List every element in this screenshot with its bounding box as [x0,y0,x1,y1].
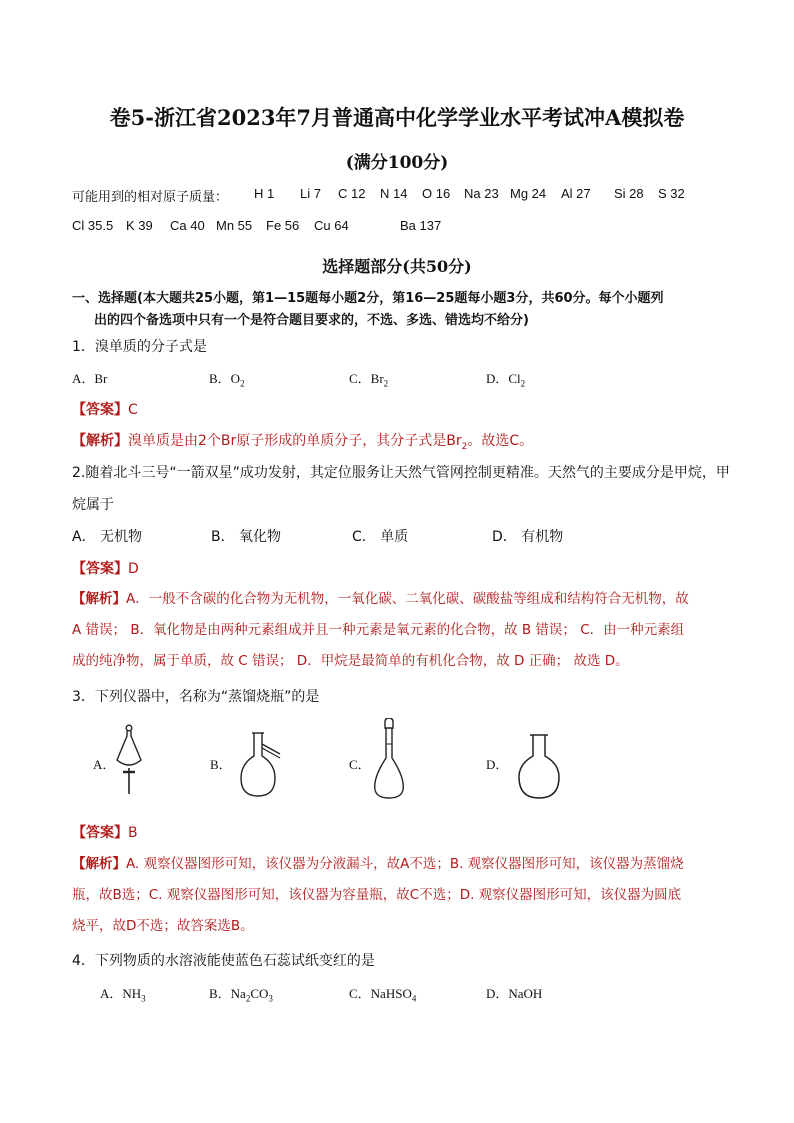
q2-option-b: B． 氧化物 [211,529,282,545]
q1-answer: 【答案】C [72,402,138,418]
volumetric-flask-icon [371,718,407,802]
mass-item: Mg 24 [510,186,547,201]
q1-option-a: A．Br [72,371,108,386]
q3-explanation-line-2: 瓶，故B选；C. 观察仪器图形可知，该仪器为容量瓶，故C不选；D. 观察仪器图形可知，该仪器为圆底 [72,887,682,903]
round-bottom-flask-icon [517,732,561,800]
q3-option-b-label: B． [210,757,232,772]
mass-item: N 14 [380,186,408,201]
mass-item: Ba 137 [400,218,442,233]
q2-option-d: D． 有机物 [492,529,564,545]
q1-option-c: C．$Br_2$ [349,371,389,389]
mass-item: K 39 [126,218,153,233]
q2-explanation-line-3: 成的纯净物，属于单质，故 C 错误； D．甲烷是最简单的有机化合物，故 D 正确； 故选 D。 [72,653,629,669]
q3-explanation-line-1: 【解析】A. 观察仪器图形可知，该仪器为分液漏斗，故A不选；B. 观察仪器图形可知，该仪器为蒸馏烧 [72,856,684,872]
mass-item: Ca 40 [170,218,205,233]
section-title: 选择题部分(共50分) [322,257,472,276]
atomic-masses-label: 可能用到的相对原子质量： [72,189,229,204]
q4-option-c: C．NaHSO$_4$ [349,986,417,1004]
mass-item: Si 28 [614,186,644,201]
q1-option-d: D．$Cl_2$ [486,371,526,389]
q2-explanation-line-1: 【解析】A．一般不含碳的化合物为无机物，一氧化碳、二氧化碳、碳酸盐等组成和结构符合无机物，故 [72,591,689,607]
full-score: (满分100分) [345,153,449,173]
q4-option-a: A．$NH_3$ [100,986,146,1004]
q3-option-d-label: D． [486,757,509,772]
q3-option-c-label: C． [349,757,371,772]
q3-option-a-label: A． [93,757,116,772]
mass-item: Na 23 [464,186,499,201]
q3-answer: 【答案】B [72,825,138,841]
q2-option-a: A． 无机物 [72,529,143,545]
q1-explanation: 【解析】溴单质是由2个Br原子形成的单质分子，其分子式是$Br_2$。故选C。 [72,433,534,452]
mass-item: Mn 55 [216,218,253,233]
page-title: 卷5-浙江省2023年7月普通高中化学学业水平考试冲A模拟卷 [109,105,685,130]
q3-explanation-line-3: 烧平，故D不选；故答案选B。 [72,918,254,934]
q2-stem-line-1: 2.随着北斗三号“一箭双星”成功发射，其定位服务让天然气管网控制更精准。天然气的主要成分是甲烷，甲 [72,465,730,481]
q2-stem-line-2: 烷属于 [72,497,114,513]
mass-item: Al 27 [561,186,591,201]
mass-item: H 1 [254,186,275,201]
q1-option-b: B．$O_2$ [209,371,245,389]
q2-answer: 【答案】D [72,561,139,577]
distillation-flask-icon [238,730,284,800]
mass-item: C 12 [338,186,366,201]
q2-option-c: C． 单质 [352,529,409,545]
instructions-line-2: 出的四个备选项中只有一个是符合题目要求的，不选、多选、错选均不给分) [94,313,529,328]
mass-item: Fe 56 [266,218,300,233]
instructions-line-1: 一、选择题(本大题共25小题，第1—15题每小题2分，第16—25题每小题3分，共60分。每个小题列 [72,291,664,306]
mass-item: Li 7 [300,186,321,201]
q4-stem: 4．下列物质的水溶液能使蓝色石蕊试纸变红的是 [72,953,375,969]
q4-option-b: B．$Na_2CO_3$ [209,986,273,1004]
q1-stem: 1．溴单质的分子式是 [72,339,207,355]
mass-item: O 16 [422,186,451,201]
mass-item: Cu 64 [314,218,349,233]
mass-item: S 32 [658,186,685,201]
q4-option-d: D．NaOH [486,986,543,1001]
q2-explanation-line-2: A 错误； B．氧化物是由两种元素组成并且一种元素是氧元素的化合物，故 B 错误； C．由一种元素组 [72,622,685,638]
q3-stem: 3．下列仪器中，名称为“蒸馏烧瓶”的是 [72,689,320,705]
separatory-funnel-icon [112,724,146,798]
mass-item: Cl 35.5 [72,218,114,233]
